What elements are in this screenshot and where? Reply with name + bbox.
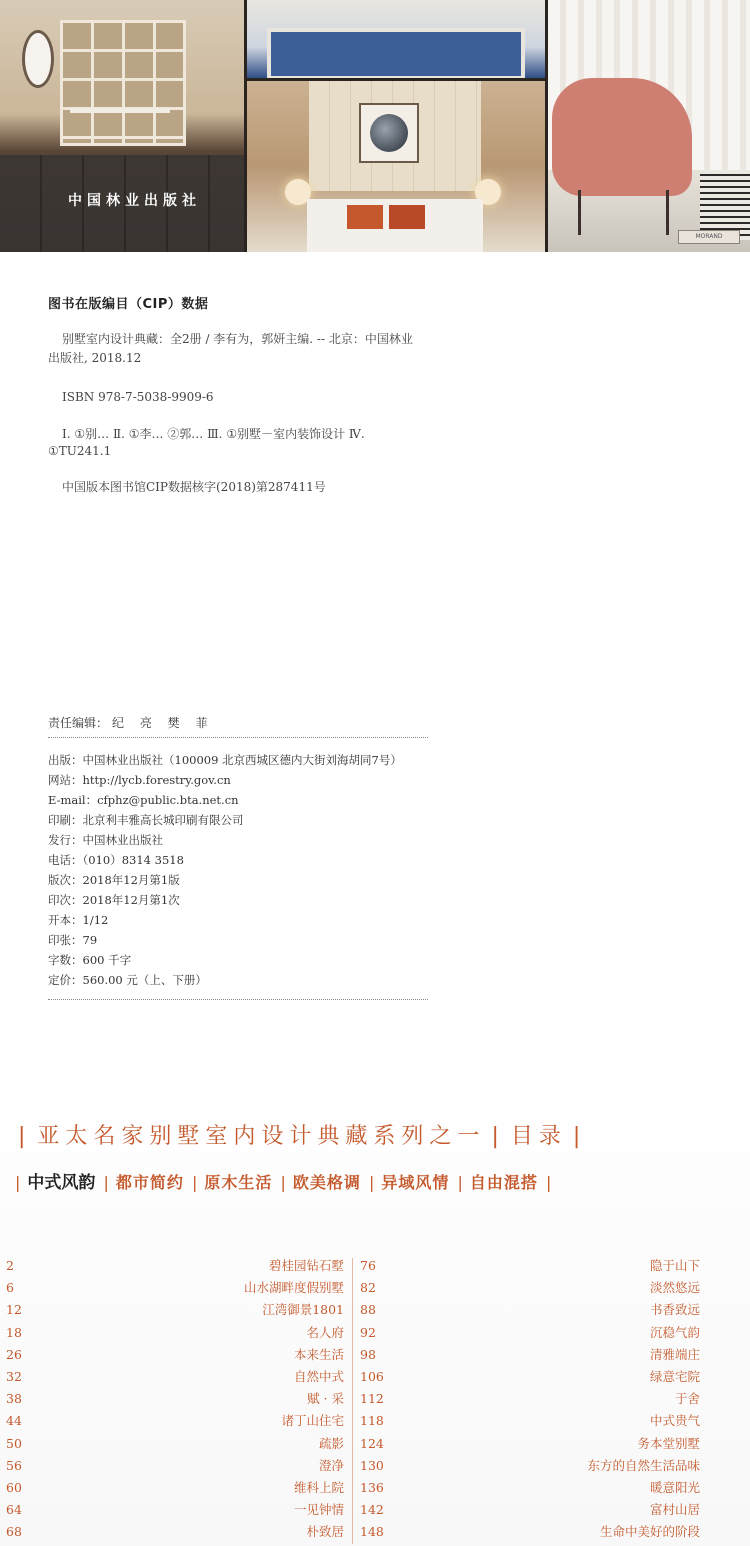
credit-printing: 印次：2018年12月第1次 xyxy=(48,893,180,907)
editor-names: 纪 亮 樊 菲 xyxy=(112,716,210,730)
divider-bar: | xyxy=(280,1173,286,1192)
toc-page-number: 60 xyxy=(6,1479,22,1495)
tab-dushi[interactable]: 都市简约 xyxy=(115,1173,184,1192)
responsible-editor xyxy=(48,714,209,731)
toc-title: 赋 · 采 xyxy=(307,1391,344,1407)
toc-entry[interactable] xyxy=(400,1322,700,1344)
toc-entry[interactable] xyxy=(0,1455,400,1477)
toc-entry[interactable] xyxy=(0,1433,400,1455)
toc-page-number: 82 xyxy=(360,1280,376,1296)
toc-page-number: 64 xyxy=(6,1502,22,1518)
series-title: 亚太名家别墅室内设计典藏系列之一 xyxy=(37,1124,486,1149)
toc-page-number: 44 xyxy=(6,1413,22,1429)
toc-title: 疏影 xyxy=(318,1435,344,1451)
toc-entry[interactable] xyxy=(0,1322,400,1344)
toc-page-number: 38 xyxy=(6,1391,22,1407)
toc-column-divider xyxy=(352,1258,353,1544)
toc-title: 本来生活 xyxy=(293,1346,344,1362)
toc-title: 维科上院 xyxy=(293,1479,344,1495)
toc-page-number: 118 xyxy=(360,1413,384,1429)
toc-entry[interactable] xyxy=(400,1410,700,1432)
toc-title: 淡然悠远 xyxy=(649,1280,700,1296)
credit-sheets: 印张：79 xyxy=(48,933,98,947)
toc-title: 暖意阳光 xyxy=(649,1479,700,1495)
toc-right-column xyxy=(400,1255,700,1543)
dotted-divider xyxy=(48,999,428,1000)
toc-left-column xyxy=(0,1255,400,1543)
toc-page-number: 106 xyxy=(360,1368,384,1384)
cover-photo-strip xyxy=(0,0,750,252)
divider-bar: | xyxy=(491,1124,505,1149)
toc-title: 山水湖畔度假别墅 xyxy=(243,1280,344,1296)
credit-edition: 版次：2018年12月第1版 xyxy=(48,873,180,887)
divider-bar: | xyxy=(103,1173,109,1192)
toc-entry[interactable] xyxy=(400,1255,700,1277)
toc-entry[interactable] xyxy=(0,1410,400,1432)
toc-title: 江湾御景1801 xyxy=(262,1302,344,1318)
toc-entry[interactable] xyxy=(400,1499,700,1521)
toc-entry[interactable] xyxy=(0,1388,400,1410)
toc-title: 中式贵气 xyxy=(649,1413,700,1429)
pillow-shape xyxy=(389,205,425,229)
toc-page-number: 12 xyxy=(6,1302,22,1318)
toc-page-number: 142 xyxy=(360,1502,384,1518)
toc-title: 隐于山下 xyxy=(649,1258,700,1273)
toc-page-number: 98 xyxy=(360,1346,376,1362)
toc-page-number: 112 xyxy=(360,1391,384,1407)
publisher-brand: 中国林业出版社 xyxy=(68,193,201,209)
toc-entry[interactable] xyxy=(400,1388,700,1410)
cip-isbn: ISBN 978-7-5038-9909-6 xyxy=(62,390,214,404)
toc-entry[interactable] xyxy=(0,1255,400,1277)
toc-title: 富村山居 xyxy=(649,1502,700,1518)
toc-page-number: 26 xyxy=(6,1346,22,1362)
tab-zhongshi[interactable]: 中式风韵 xyxy=(27,1173,96,1193)
cip-classification: Ⅰ. ①别… Ⅱ. ①李… ②郭… Ⅲ. ①别墅－室内装饰设计 Ⅳ. xyxy=(62,427,365,441)
toc-page-number: 6 xyxy=(6,1280,14,1296)
bedroom-photo xyxy=(247,81,545,252)
toc-title: 碧桂园钻石墅 xyxy=(268,1258,344,1273)
credit-email: E-mail：cfphz@public.bta.net.cn xyxy=(48,793,239,807)
tab-ziyou[interactable]: 自由混搭 xyxy=(469,1173,538,1192)
cip-line: 别墅室内设计典藏：全2册 / 李有为，郭妍主编. -- 北京：中国林业 xyxy=(62,332,413,346)
credit-phone: 电话：（010）8314 3518 xyxy=(48,853,184,867)
credit-price: 定价：560.00 元（上、下册） xyxy=(48,973,207,987)
publication-credits xyxy=(48,750,468,990)
editor-label: 责任编辑： xyxy=(48,716,109,730)
chair-leg-shape xyxy=(666,190,669,235)
toc-page-number: 148 xyxy=(360,1524,384,1540)
toc-title: 朴致居 xyxy=(306,1524,344,1540)
credit-website: 网站：http://lycb.forestry.gov.cn xyxy=(48,773,231,787)
divider-bar: | xyxy=(15,1173,21,1192)
toc-title: 诸丁山住宅 xyxy=(281,1413,344,1429)
toc-page-number: 32 xyxy=(6,1368,22,1384)
cip-classification-code: ①TU241.1 xyxy=(48,444,112,458)
toc-title: 沉稳气韵 xyxy=(649,1324,700,1340)
toc-title: 清雅端庄 xyxy=(649,1346,700,1362)
living-room-photo xyxy=(247,0,545,78)
round-window-shape xyxy=(22,30,54,88)
divider-bar: | xyxy=(368,1173,375,1192)
chair-leg-shape xyxy=(578,190,581,235)
toc-entry[interactable] xyxy=(400,1433,700,1455)
toc-title: 生命中美好的阶段 xyxy=(599,1524,700,1540)
rug-shape xyxy=(267,28,525,78)
desk-shape xyxy=(70,108,170,143)
toc-entry[interactable] xyxy=(0,1277,400,1299)
pillow-shape xyxy=(347,205,383,229)
toc-page-number: 92 xyxy=(360,1324,376,1340)
divider-bar: | xyxy=(457,1173,463,1192)
cip-record-number: 中国版本图书馆CIP数据核字(2018)第287411号 xyxy=(62,480,326,494)
toc-title: 一见钟情 xyxy=(293,1502,344,1518)
armchair-shape xyxy=(552,78,692,196)
divider-bar: | xyxy=(545,1173,552,1192)
toc-title: 名人府 xyxy=(306,1324,344,1340)
toc-entry[interactable] xyxy=(0,1344,400,1366)
toc-entry[interactable] xyxy=(0,1477,400,1499)
category-tabs xyxy=(12,1168,558,1193)
credit-printer: 印刷：北京利丰雅高长城印刷有限公司 xyxy=(48,813,244,827)
series-header xyxy=(12,1119,592,1150)
toc-entry[interactable] xyxy=(400,1277,700,1299)
toc-title: 东方的自然生活品味 xyxy=(587,1457,700,1473)
armchair-photo xyxy=(548,0,750,252)
credit-distributor: 发行：中国林业出版社 xyxy=(48,833,163,847)
toc-entry[interactable] xyxy=(0,1366,400,1388)
divider-bar: | xyxy=(18,1124,32,1149)
toc-page-number: 50 xyxy=(6,1435,22,1451)
toc-page-number: 88 xyxy=(360,1302,376,1318)
toc-title: 于舍 xyxy=(674,1391,700,1407)
toc-title: 绿意宅院 xyxy=(649,1368,700,1384)
toc-title: 自然中式 xyxy=(293,1368,344,1384)
toc-entry[interactable] xyxy=(0,1299,400,1321)
toc-entry[interactable] xyxy=(400,1299,700,1321)
toc-entry[interactable] xyxy=(400,1521,700,1543)
toc-entry[interactable] xyxy=(0,1521,400,1543)
tab-yuanmu[interactable]: 原木生活 xyxy=(204,1173,273,1192)
toc-title: 书香致远 xyxy=(649,1302,700,1318)
toc-entry[interactable] xyxy=(400,1455,700,1477)
toc-entry[interactable] xyxy=(400,1344,700,1366)
toc-page-number: 136 xyxy=(360,1479,384,1495)
book-label: MORAND xyxy=(678,230,740,244)
toc-entry[interactable] xyxy=(400,1477,700,1499)
toc-page-number: 130 xyxy=(360,1457,384,1473)
toc-title: 务本堂别墅 xyxy=(637,1435,700,1451)
credit-word-count: 字数：600 千字 xyxy=(48,953,132,967)
toc-label: 目录 xyxy=(510,1124,567,1149)
credit-publisher: 出版：中国林业出版社（100009 北京西城区德内大街刘海胡同7号） xyxy=(48,753,402,767)
toc-title: 澄净 xyxy=(318,1457,344,1473)
tab-oumei[interactable]: 欧美格调 xyxy=(292,1173,361,1192)
credit-format: 开本：1/12 xyxy=(48,913,109,927)
toc-page-number: 2 xyxy=(6,1258,14,1273)
toc-page-number: 124 xyxy=(360,1435,384,1451)
tab-yiyu[interactable]: 异域风情 xyxy=(381,1173,450,1192)
toc-page-number: 68 xyxy=(6,1524,22,1540)
study-room-photo xyxy=(0,0,244,252)
toc-page-number: 76 xyxy=(360,1258,376,1273)
dotted-divider xyxy=(48,737,428,738)
toc-page-number: 56 xyxy=(6,1457,22,1473)
cip-line: 出版社, 2018.12 xyxy=(48,351,142,365)
wall-art-shape xyxy=(359,103,419,163)
toc-entry[interactable] xyxy=(400,1366,700,1388)
divider-bar: | xyxy=(572,1124,587,1149)
toc-entry[interactable] xyxy=(0,1499,400,1521)
toc-page-number: 18 xyxy=(6,1324,22,1340)
divider-bar: | xyxy=(191,1173,198,1192)
cip-heading: 图书在版编目（CIP）数据 xyxy=(48,297,209,312)
